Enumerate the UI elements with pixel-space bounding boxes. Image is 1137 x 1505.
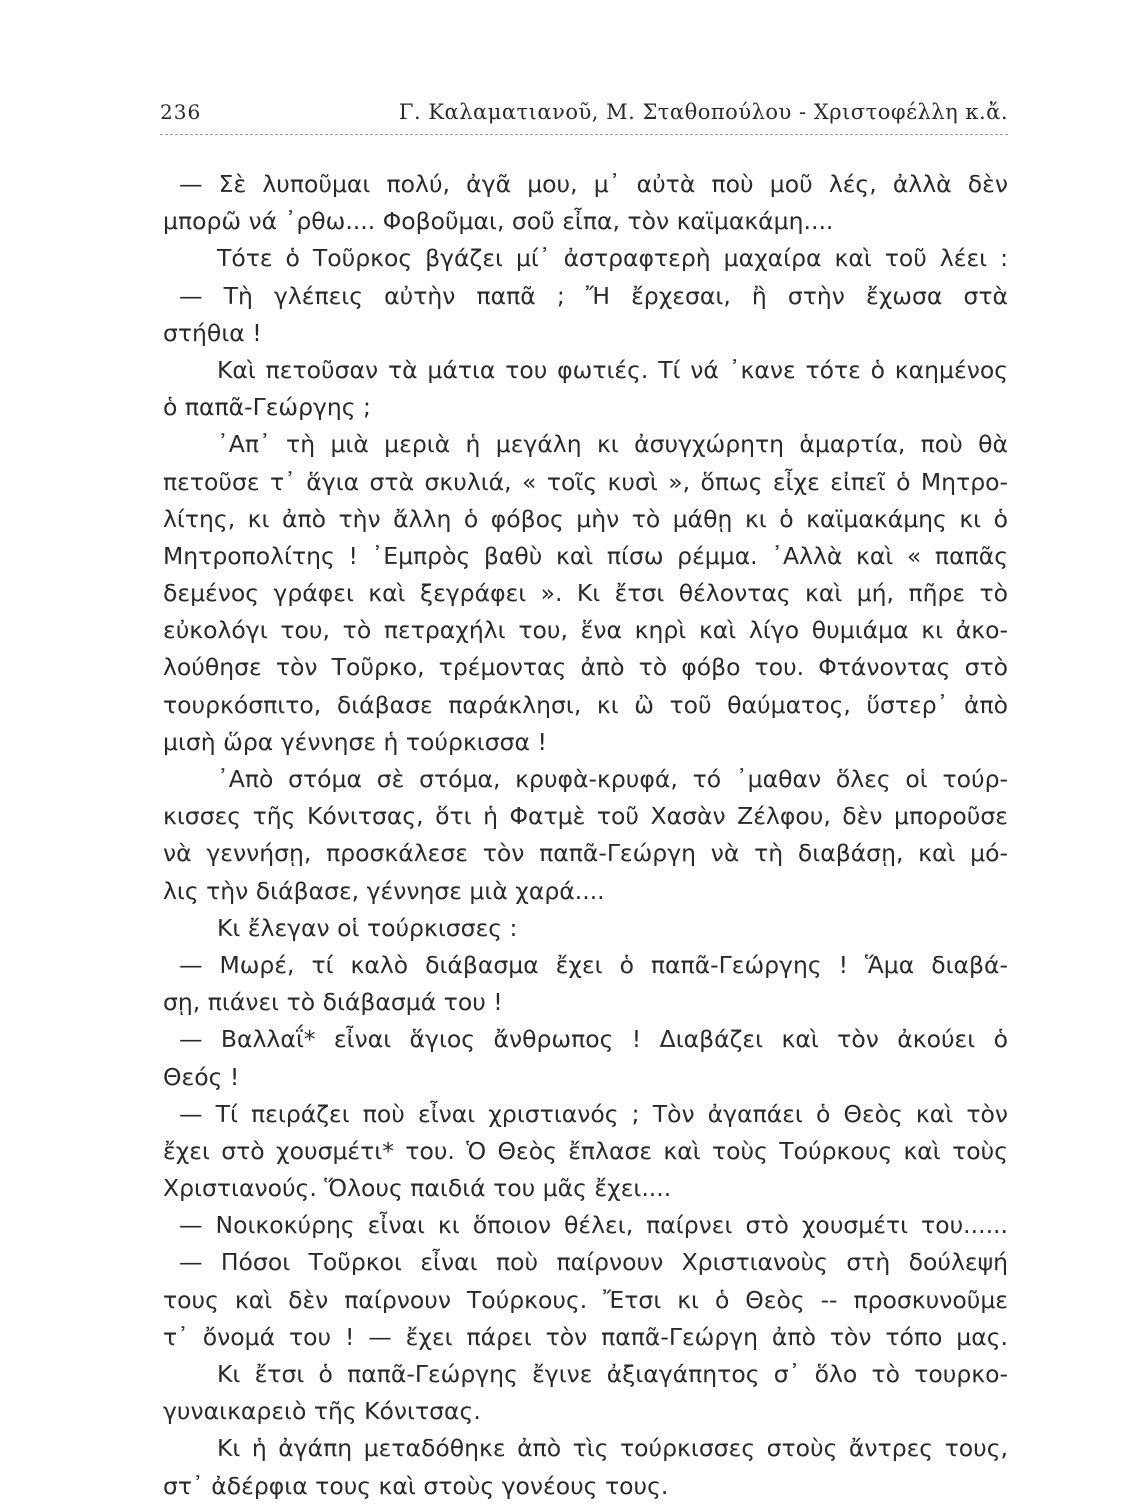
text-line: νὰ γεννήσῃ, προσκάλεσε τὸν παπᾶ-Γεώργη νὰ τὴ διαβάσῃ, καὶ μό-	[163, 839, 1008, 868]
text-line: κισσες τῆς Κόνιτσας, ὅτι ἡ Φατμὲ τοῦ Χασὰν Ζέλφου, δὲν μποροῦσε	[163, 802, 1008, 831]
running-head	[160, 100, 1008, 130]
text-line: σῃ, πιάνει τὸ διάβασμά του !	[163, 988, 503, 1017]
text-line: μπορῶ νά ᾽ρθω.... Φοβοῦμαι, σοῦ εἶπα, τὸν καϊμακάμη....	[163, 207, 834, 236]
text-line: ᾽Απὸ στόμα σὲ στόμα, κρυφὰ-κρυφά, τό ᾽μαθαν ὅλες οἱ τούρ-	[217, 765, 1008, 793]
page-number: 236	[160, 100, 202, 124]
text-line: Χριστιανούς. Ὅλους παιδιά του μᾶς ἔχει....	[163, 1174, 672, 1203]
text-line: — Νοικοκύρης εἶναι κι ὅποιον θέλει, παίρνει στὸ χουσμέτι του......	[179, 1211, 1008, 1240]
text-line: — Βαλλαΐ* εἶναι ἅγιος ἄνθρωπος ! Διαβάζει καὶ τὸν ἀκούει ὁ	[179, 1025, 1008, 1054]
text-line: τουρκόσπιτο, διάβασε παράκλησι, κι ὢ τοῦ θαύματος, ὕστερ᾽ ἀπὸ	[163, 690, 1008, 719]
text-line: — Τί πειράζει ποὺ εἶναι χριστιανός ; Τὸν ἀγαπάει ὁ Θεὸς καὶ τὸν	[179, 1099, 1008, 1128]
text-line: — Σὲ λυποῦμαι πολύ, ἀγᾶ μου, μ᾽ αὐτὰ ποὺ μοῦ λές, ἀλλὰ δὲν	[179, 170, 1008, 198]
text-line: Θεός !	[163, 1062, 240, 1091]
text-line: τ᾽ ὄνομά του ! — ἔχει πάρει τὸν παπᾶ-Γεώργη ἀπὸ τὸν τόπο μας.	[163, 1322, 1008, 1351]
text-line: — Πόσοι Τοῦρκοι εἶναι ποὺ παίρνουν Χριστιανοὺς στὴ δούλεψή	[179, 1248, 1008, 1277]
text-line: ᾽Απ᾽ τὴ μιὰ μεριὰ ἡ μεγάλη κι ἀσυγχώρητη ἁμαρτία, ποὺ θὰ	[217, 430, 1008, 459]
text-line: πετοῦσε τ᾽ ἅγια στὰ σκυλιά, « τοῖς κυσὶ », ὅπως εἶχε εἰπεῖ ὁ Μητρο-	[163, 467, 1008, 496]
text-line: Μητροπολίτης ! ᾽Εμπρὸς βαθὺ καὶ πίσω ρέμμα. ᾽Αλλὰ καὶ « παπᾶς	[163, 541, 1008, 570]
text-line: ἔχει στὸ χουσμέτι* του. Ὁ Θεὸς ἔπλασε καὶ τοὺς Τούρκους καὶ τοὺς	[163, 1136, 1008, 1165]
text-line: λούθησε τὸν Τοῦρκο, τρέμοντας ἀπὸ τὸ φόβο του. Φτάνοντας στὸ	[163, 653, 1008, 682]
text-line: Καὶ πετοῦσαν τὰ μάτια του φωτιές. Τί νά ᾽κανε τότε ὁ καημένος	[217, 355, 1008, 384]
text-line: — Μωρέ, τί καλὸ διάβασμα ἔχει ὁ παπᾶ-Γεώργης ! Ἅμα διαβά-	[179, 950, 1008, 979]
body-text	[163, 166, 1008, 1505]
text-line: μισὴ ὥρα γέννησε ἡ τούρκισσα !	[163, 727, 547, 756]
text-line: — Τὴ γλέπεις αὐτὴν παπᾶ ; Ἤ ἔρχεσαι, ἢ στὴν ἔχωσα στὰ	[179, 281, 1008, 310]
text-line: γυναικαρειὸ τῆς Κόνιτσας.	[163, 1397, 481, 1426]
text-line: Κι ἡ ἀγάπη μεταδόθηκε ἀπὸ τὶς τούρκισσες στοὺς ἄντρες τους,	[217, 1434, 1008, 1463]
text-line: στ᾽ ἀδέρφια τους καὶ στοὺς γονέους τους.	[163, 1471, 669, 1500]
text-line: Κι ἔλεγαν οἱ τούρκισσες :	[217, 913, 518, 942]
header-rule	[160, 134, 1008, 135]
text-line: εὐκολόγι του, τὸ πετραχήλι του, ἕνα κηρὶ καὶ λίγο θυμιάμα κι ἀκο-	[163, 616, 1008, 645]
text-line: Τότε ὁ Τοῦρκος βγάζει μί᾽ ἀστραφτερὴ μαχαίρα καὶ τοῦ λέει :	[217, 244, 1008, 273]
text-line: ὁ παπᾶ-Γεώργης ;	[163, 393, 371, 422]
text-line: λις τὴν διάβασε, γέννησε μιὰ χαρά....	[163, 876, 605, 905]
text-line: δεμένος γράφει καὶ ξεγράφει ». Κι ἔτσι θέλοντας καὶ μή, πῆρε τὸ	[163, 579, 1008, 608]
text-line: λίτης, κι ἀπὸ τὴν ἄλλη ὁ φόβος μὴν τὸ μάθῃ κι ὁ καϊμακάμης κι ὁ	[163, 504, 1008, 533]
text-line: τους καὶ δὲν παίρνουν Τούρκους. Ἔτσι κι ὁ Θεὸς -- προσκυνοῦμε	[163, 1285, 1008, 1314]
text-line: Κι ἔτσι ὁ παπᾶ-Γεώργης ἔγινε ἀξιαγάπητος σ᾽ ὅλο τὸ τουρκο-	[217, 1360, 1008, 1388]
running-title: Γ. Καλαματιανοῦ, Μ. Σταθοπούλου - Χριστοφέλλη κ.ἄ.	[398, 100, 1008, 124]
text-line: στήθια !	[163, 318, 262, 347]
